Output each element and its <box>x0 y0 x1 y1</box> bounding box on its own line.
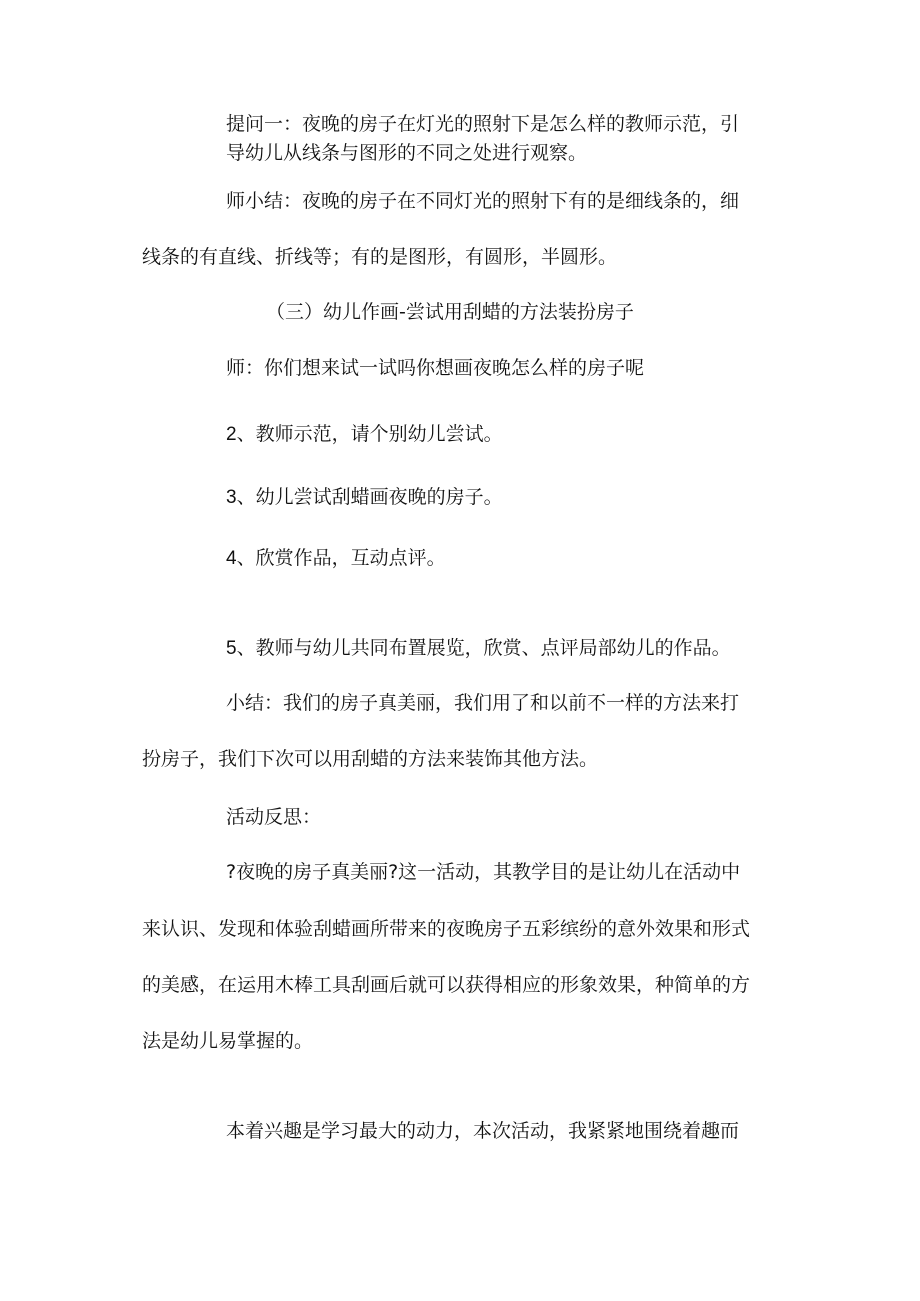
step-3-number: 3 <box>226 487 237 508</box>
section-three-heading: （三）幼儿作画-尝试用刮蜡的方法装扮房子 <box>266 301 634 323</box>
teacher-summary-line-1: 师小结：夜晚的房子在不同灯光的照射下有的是细线条的，细 <box>226 190 740 212</box>
step-5 <box>226 635 731 662</box>
summary-two-line-1: 小结：我们的房子真美丽，我们用了和以前不一样的方法来打 <box>226 692 740 714</box>
step-3-text: 、幼儿尝试刮蜡画夜晚的房子。 <box>236 486 503 508</box>
teacher-summary-line-2: 线条的有直线、折线等；有的是图形，有圆形，半圆形。 <box>142 246 618 268</box>
step-2-text: 、教师示范，请个别幼儿尝试。 <box>236 423 503 445</box>
reflection-heading: 活动反思： <box>226 806 322 828</box>
reflection-line-4: 法是幼儿易掌握的。 <box>142 1030 314 1052</box>
step-4 <box>226 545 446 572</box>
step-4-text: 、欣赏作品，互动点评。 <box>236 547 446 569</box>
summary-two-line-2: 扮房子，我们下次可以用刮蜡的方法来装饰其他方法。 <box>142 748 599 770</box>
step-3 <box>226 484 503 511</box>
step-4-number: 4 <box>226 548 237 569</box>
step-5-number: 5 <box>226 638 237 659</box>
closing-line: 本着兴趣是学习最大的动力，本次活动，我紧紧地围绕着趣而 <box>226 1120 740 1142</box>
step-2 <box>226 421 503 448</box>
teacher-question: 师：你们想来试一试吗你想画夜晚怎么样的房子呢 <box>226 357 645 379</box>
reflection-line-1: ?夜晚的房子真美丽?这一活动，其教学目的是让幼儿在活动中 <box>226 861 741 883</box>
reflection-line-2: 来认识、发现和体验刮蜡画所带来的夜晚房子五彩缤纷的意外效果和形式 <box>142 918 751 940</box>
question-one-line-2: 导幼儿从线条与图形的不同之处进行观察。 <box>226 142 588 164</box>
step-2-number: 2 <box>226 424 237 445</box>
question-one-line-1: 提问一：夜晚的房子在灯光的照射下是怎么样的教师示范，引 <box>226 113 740 135</box>
reflection-line-3: 的美感，在运用木棒工具刮画后就可以获得相应的形象效果，种简单的方 <box>142 974 751 996</box>
step-5-text: 、教师与幼儿共同布置展览，欣赏、点评局部幼儿的作品。 <box>236 637 731 659</box>
